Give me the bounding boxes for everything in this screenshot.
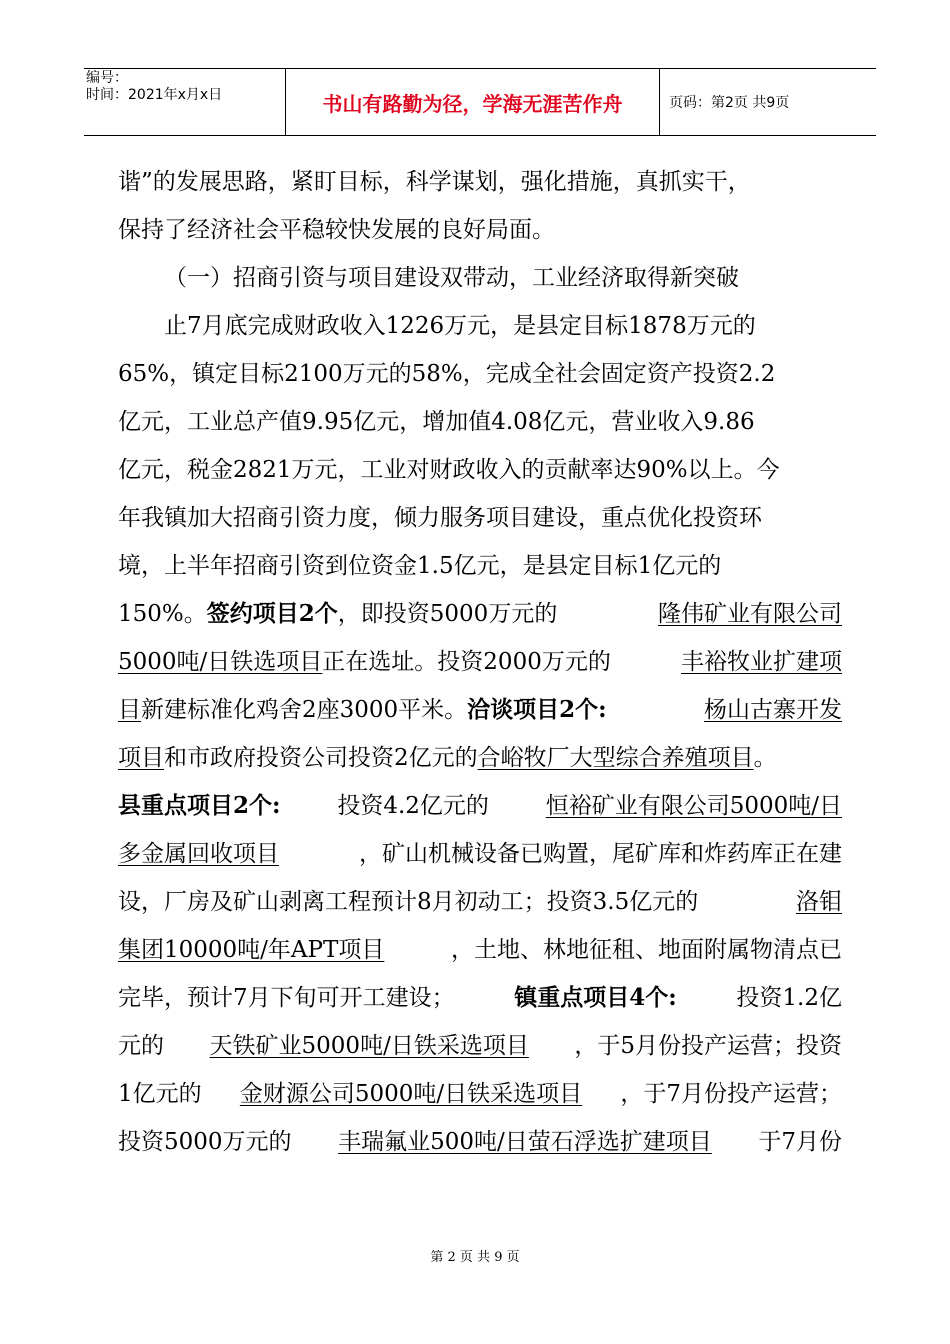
text-segment: ，即投资5000万元的 xyxy=(337,601,558,627)
text-segment: 投资1.2亿 xyxy=(736,985,842,1011)
text-segment xyxy=(118,686,607,734)
text-line xyxy=(118,302,842,350)
bold-text: 签约项目2个 xyxy=(206,600,338,627)
text-line xyxy=(118,206,842,254)
text-line xyxy=(118,1022,842,1070)
number-label: 编号： xyxy=(86,70,128,86)
text-line xyxy=(118,878,842,926)
text-segment: ，土地、林地征租、地面附属物清点已 xyxy=(451,937,842,963)
project-name: 项目 xyxy=(118,745,164,771)
header-motto-cell xyxy=(286,69,660,135)
project-name: 隆伟矿业有限公司 xyxy=(658,601,842,627)
page-footer: 第 2 页 共 9 页 xyxy=(430,1250,520,1265)
text-segment: 保持了经济社会平稳较快发展的良好局面。 xyxy=(118,217,555,243)
text-line xyxy=(118,158,842,206)
text-line xyxy=(118,638,842,686)
header-page-code: 页码：第2页 共9页 xyxy=(669,95,790,111)
text-line xyxy=(118,1118,842,1166)
page-header xyxy=(84,68,876,136)
text-segment: 谐”的发展思路，紧盯目标，科学谋划，强化措施，真抓实干， xyxy=(118,169,751,195)
text-segment: 65%，镇定目标2100万元的58%，完成全社会固定资产投资2.2 xyxy=(118,361,776,387)
text-segment: 设，厂房及矿山剥离工程预计8月初动工；投资3.5亿元的 xyxy=(118,889,699,915)
time-label: 时间：2021年x月x日 xyxy=(86,87,223,103)
text-segment xyxy=(118,638,611,686)
text-segment: ，矿山机械设备已购置，尾矿库和炸药库正在建 xyxy=(359,841,842,867)
document-body xyxy=(118,158,842,1166)
bold-text: 县重点项目2个: xyxy=(118,792,281,819)
text-segment: 止7月底完成财政收入1226万元，是县定目标1878万元的 xyxy=(164,313,756,339)
text-segment: 完毕，预计7月下旬可开工建设； xyxy=(118,985,455,1011)
project-name: 多金属回收项目 xyxy=(118,841,279,867)
text-line xyxy=(118,734,842,782)
text-line xyxy=(118,350,842,398)
text-segment: ，于5月份投产运营；投资 xyxy=(574,1033,842,1059)
text-segment: 亿元，工业总产值9.95亿元，增加值4.08亿元，营业收入9.86 xyxy=(118,409,755,435)
text-line xyxy=(118,974,842,1022)
text-segment xyxy=(118,590,557,638)
text-segment: 境，上半年招商引资到位资金1.5亿元，是县定目标1亿元的 xyxy=(118,553,722,579)
bold-text: 洽谈项目2个: xyxy=(467,696,607,723)
project-name: 集团10000吨/年APT项目 xyxy=(118,937,385,963)
text-segment: 于7月份 xyxy=(758,1129,842,1155)
text-line xyxy=(118,1070,842,1118)
project-name: 天铁矿业5000吨/日铁采选项目 xyxy=(209,1033,529,1059)
text-segment: 投资4.2亿元的 xyxy=(337,793,489,819)
text-segment: 新建标准化鸡舍2座3000平米。 xyxy=(141,697,468,723)
bold-text: 镇重点项目4个: xyxy=(514,984,677,1011)
text-segment xyxy=(118,734,777,782)
text-line xyxy=(118,494,842,542)
text-line xyxy=(118,446,842,494)
text-segment: 。 xyxy=(753,745,777,771)
text-line xyxy=(118,926,842,974)
text-line xyxy=(118,782,842,830)
text-segment: 150%。 xyxy=(118,601,207,627)
project-name: 目 xyxy=(118,697,141,723)
project-name: 金财源公司5000吨/日铁采选项目 xyxy=(239,1081,583,1107)
text-line xyxy=(118,830,842,878)
section-heading xyxy=(118,254,842,302)
text-segment: 投资5000万元的 xyxy=(118,1129,292,1155)
text-segment: 正在选址。投资2000万元的 xyxy=(322,649,611,675)
heading-text: （一）招商引资与项目建设双带动，工业经济取得新突破 xyxy=(164,265,739,291)
text-line xyxy=(118,398,842,446)
text-segment: 和市政府投资公司投资2亿元的 xyxy=(164,745,478,771)
text-line xyxy=(118,686,842,734)
text-segment: 元的 xyxy=(118,1033,164,1059)
project-name: 丰裕牧业扩建项 xyxy=(681,649,842,675)
text-segment: 1亿元的 xyxy=(118,1081,202,1107)
header-motto: 书山有路勤为径，学海无涯苦作舟 xyxy=(322,91,623,116)
project-name: 洛钼 xyxy=(796,889,842,915)
text-segment: 年我镇加大招商引资力度，倾力服务项目建设，重点优化投资环 xyxy=(118,505,762,531)
text-line xyxy=(118,542,842,590)
project-name: 杨山古寨开发 xyxy=(704,697,842,723)
header-meta xyxy=(84,69,286,135)
text-segment: 亿元，税金2821万元，工业对财政收入的贡献率达90%以上。今 xyxy=(118,457,780,483)
project-name: 恒裕矿业有限公司5000吨/日 xyxy=(545,793,842,819)
project-name: 丰瑞氟业500吨/日萤石浮选扩建项目 xyxy=(338,1129,712,1155)
project-name: 5000吨/日铁选项目 xyxy=(118,649,323,675)
text-segment: ，于7月份投产运营； xyxy=(620,1081,842,1107)
project-name: 合峪牧厂大型综合养殖项目 xyxy=(477,745,754,771)
text-line xyxy=(118,590,842,638)
